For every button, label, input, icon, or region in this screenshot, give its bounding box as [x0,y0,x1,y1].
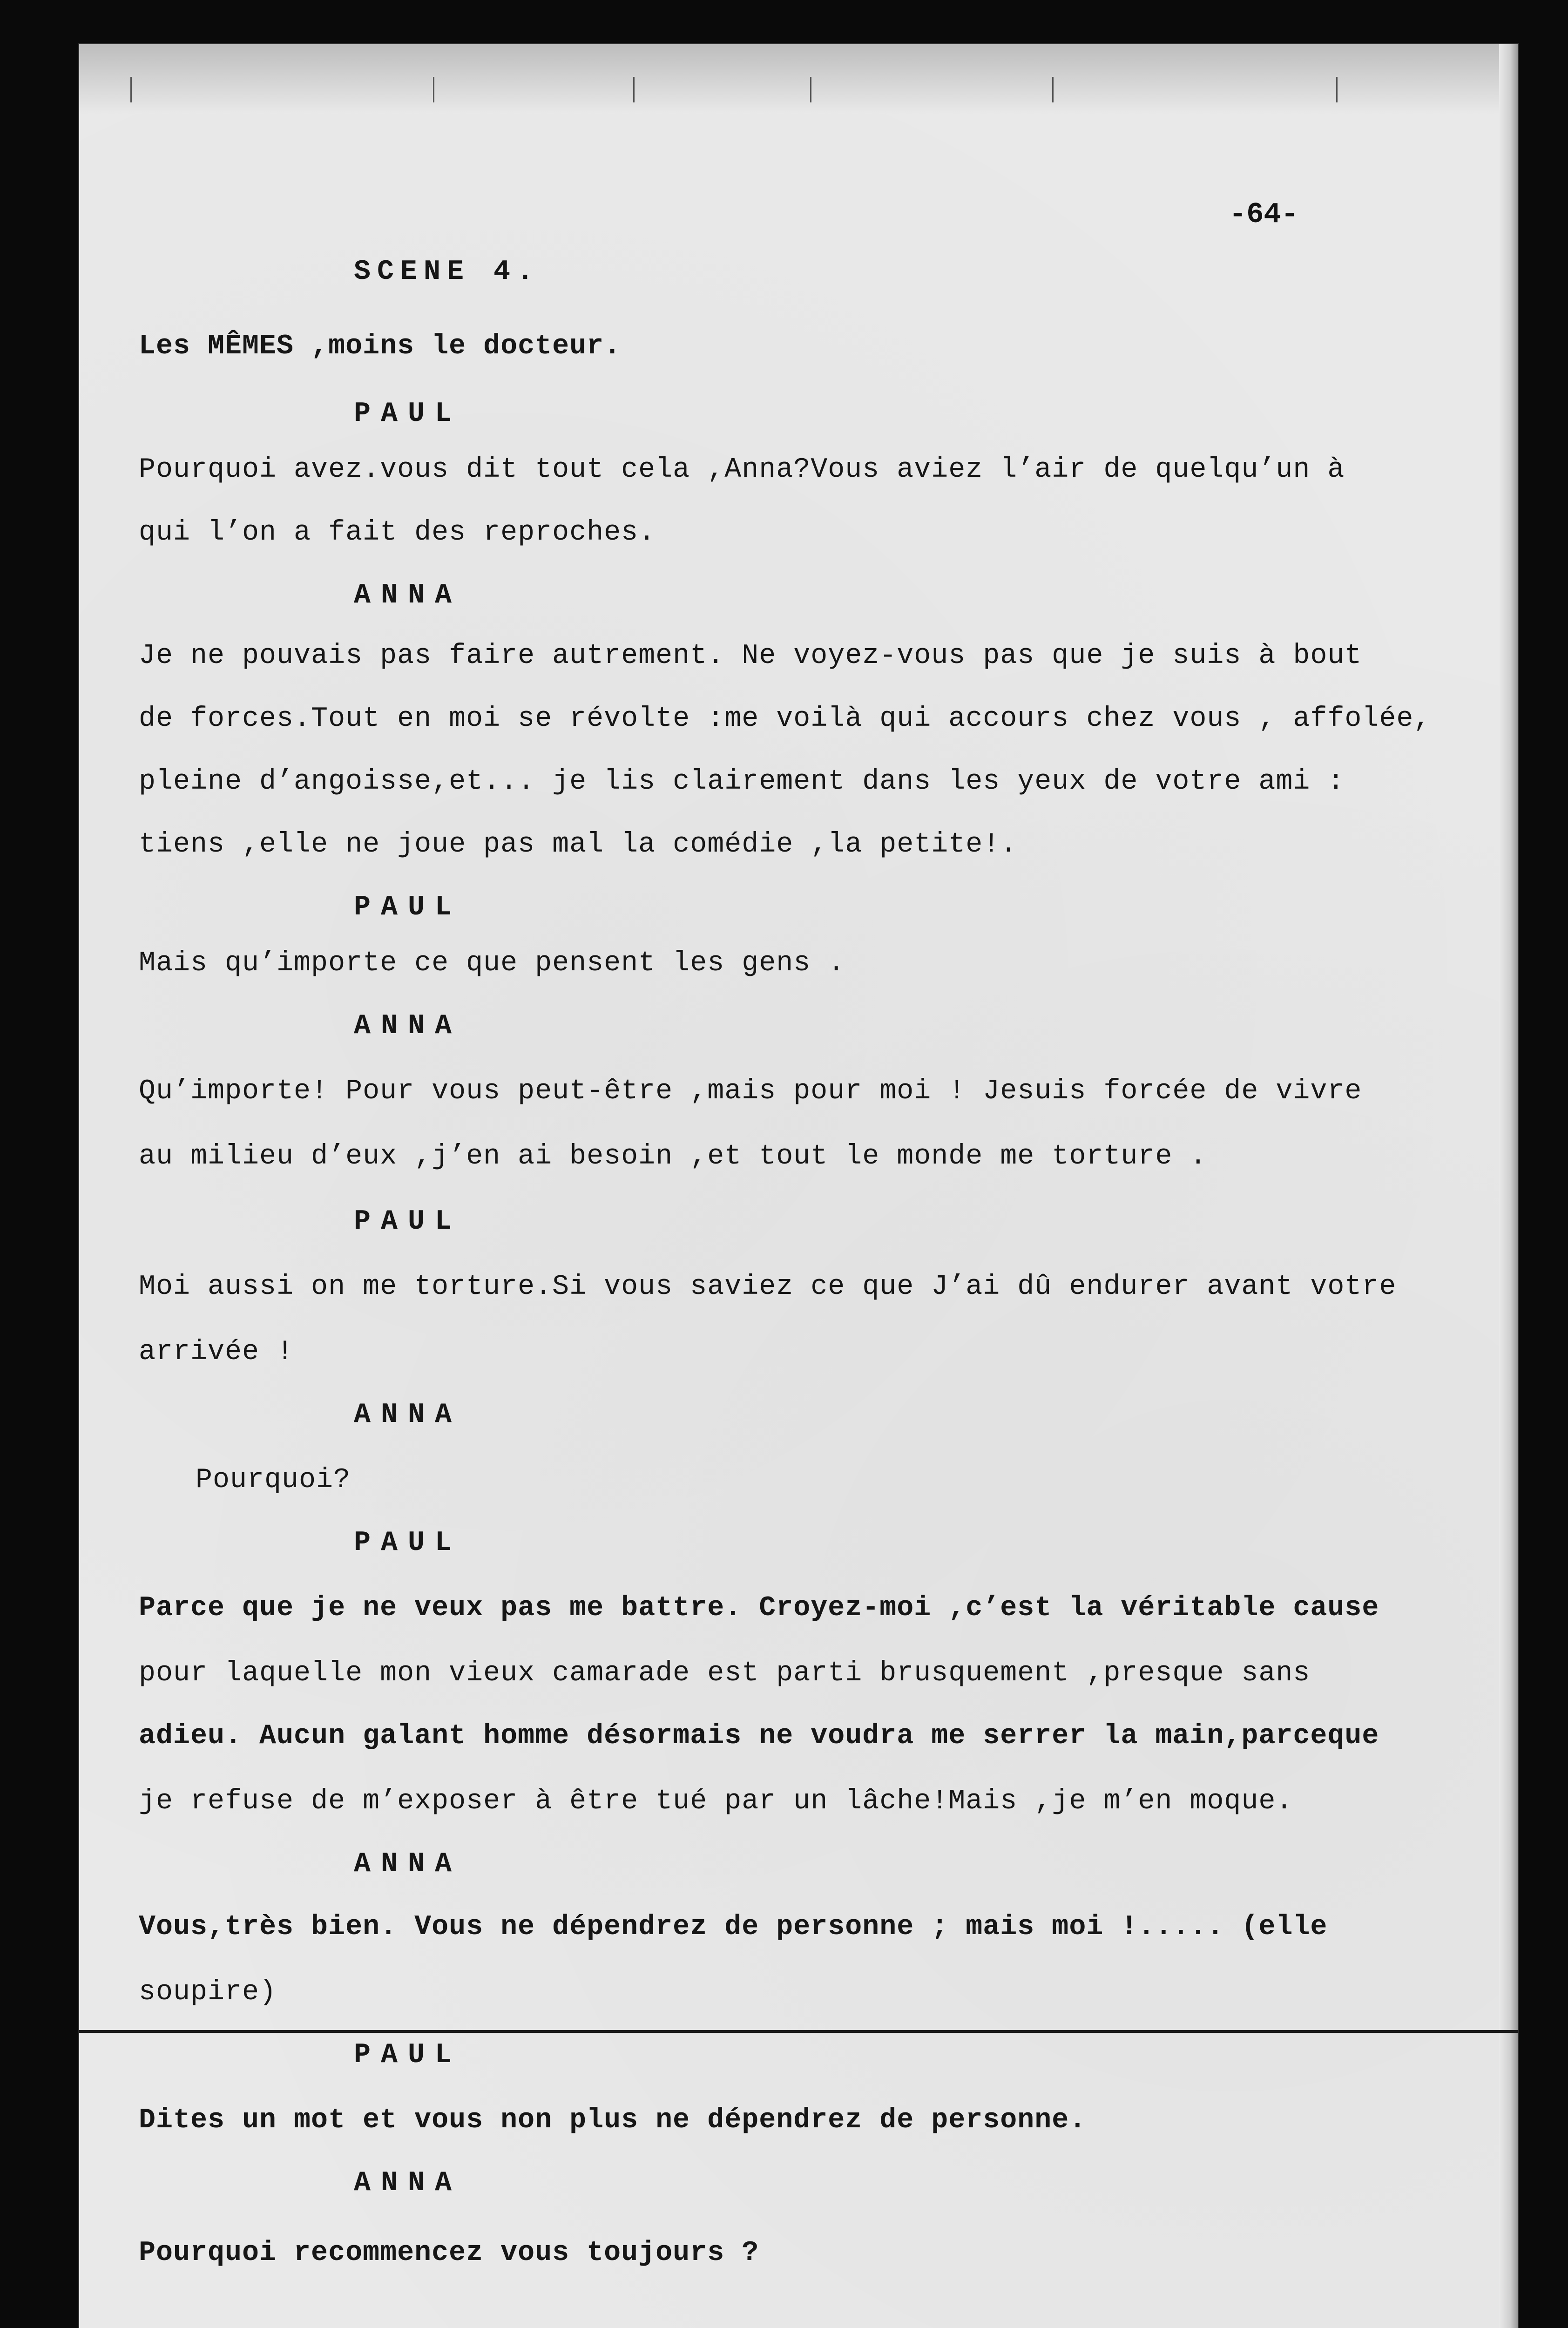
dialogue-line: soupire) [139,1976,277,2008]
edge-mark [633,77,635,102]
typewritten-page [79,44,1518,2328]
dialogue-line: pleine d’angoisse,et... je lis clairement dans les yeux de votre ami : [139,766,1345,798]
scene-heading: SCENE 4. [354,256,541,288]
dialogue-line: adieu. Aucun galant homme désormais ne voudra me serrer la main,parceque [139,1720,1379,1752]
dialogue-line: je refuse de m’exposer à être tué par un lâche!Mais ,je m’en moque. [139,1786,1293,1817]
dialogue-line: arrivée ! [139,1336,294,1368]
edge-mark [433,77,434,102]
dialogue-line: Moi aussi on me torture.Si vous saviez ce que J’ai dû endurer avant votre [139,1271,1397,1303]
speaker-name: ANNA [354,1399,462,1431]
dialogue-line: Je ne pouvais pas faire autrement. Ne voyez-vous pas que je suis à bout [139,640,1362,672]
edge-mark [130,77,132,102]
dialogue-line: Pourquoi avez.vous dit tout cela ,Anna?Vous aviez l’air de quelqu’un à [139,454,1345,486]
speaker-name: PAUL [354,892,462,923]
edge-mark [1052,77,1054,102]
dialogue-line: au milieu d’eux ,j’en ai besoin ,et tout le monde me torture . [139,1141,1207,1172]
speaker-name: PAUL [354,1527,462,1559]
fold-line [79,2030,1518,2033]
speaker-name: ANNA [354,1848,462,1880]
stage-direction: Les MÊMES ,moins le docteur. [139,331,622,362]
speaker-name: PAUL [354,398,462,430]
dialogue-line: tiens ,elle ne joue pas mal la comédie ,la petite!. [139,829,1018,860]
edge-mark [810,77,811,102]
dialogue-line: Mais qu’importe ce que pensent les gens . [139,947,845,979]
dialogue-line: Vous,très bien. Vous ne dépendrez de personne ; mais moi !..... (elle [139,1911,1328,1943]
dialogue-line: Parce que je ne veux pas me battre. Croyez-moi ,c’est la véritable cause [139,1592,1379,1624]
dialogue-line: qui l’on a fait des reproches. [139,517,656,548]
dialogue-line: Pourquoi? [196,1464,351,1496]
dialogue-line: de forces.Tout en moi se révolte :me voilà qui accours chez vous , affolée, [139,703,1431,735]
speaker-name: ANNA [354,2167,462,2199]
page-top-edge [79,44,1518,114]
dialogue-line: pour laquelle mon vieux camarade est parti brusquement ,presque sans [139,1658,1311,1689]
speaker-name: ANNA [354,1010,462,1042]
speaker-name: PAUL [354,2039,462,2071]
speaker-name: ANNA [354,580,462,611]
dialogue-line: Qu’importe! Pour vous peut-être ,mais pour moi ! Jesuis forcée de vivre [139,1076,1362,1107]
edge-mark [1336,77,1338,102]
speaker-name: PAUL [354,1206,462,1238]
dialogue-line: Pourquoi recommencez vous toujours ? [139,2237,759,2269]
page-number: -64- [1229,198,1298,231]
page-right-edge [1499,44,1518,2328]
dialogue-line: Dites un mot et vous non plus ne dépendrez de personne. [139,2105,1087,2136]
